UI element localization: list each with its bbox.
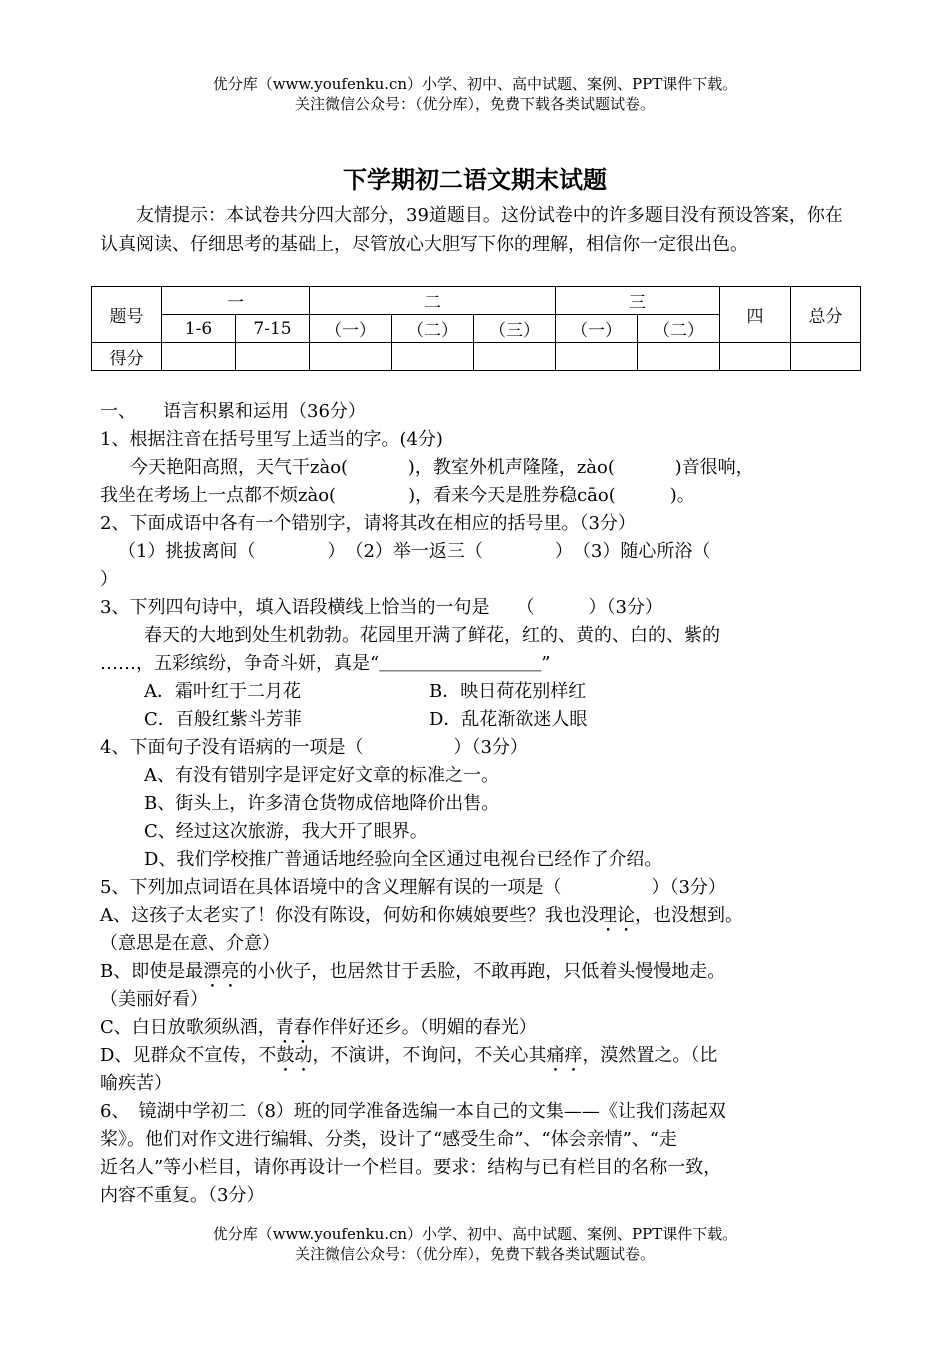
q4-stem: 4、下面句子没有语病的一项是（ ）（3分） [100, 737, 528, 758]
q5-d-text-mid: ，不演讲，不询问，不关心其 [312, 1045, 547, 1066]
sub-1-6: 1-6 [162, 315, 236, 343]
q5-a-text: A、这孩子太老实了！你没有陈设，何妨和你姨娘要些？我也没 [100, 905, 599, 926]
q5-c-text: C、白日放歌须纵酒， [100, 1017, 276, 1038]
page-header [0, 74, 950, 114]
q5-d-text-end: ，漠然置之。（比 [582, 1045, 718, 1066]
q3-line-1: 春天的大地到处生机勃勃。花园里开满了鲜花，红的、黄的、白的、紫的 [144, 625, 720, 646]
q6-line-3: 近名人”等小栏目，请你再设计一个栏目。要求：结构与已有栏目的名称一致， [100, 1157, 722, 1178]
q3-option-c: C．百般红紫斗芳菲 [144, 709, 302, 730]
exam-title: 下学期初二语文期末试题 [343, 166, 607, 194]
q5-stem: 5、下列加点词语在具体语境中的含义理解有误的一项是（ ）（3分） [100, 877, 726, 898]
q5-option-c [100, 1014, 865, 1042]
row-label-score: 得分 [92, 343, 162, 371]
q6-line-4: 内容不重复。（3分） [100, 1185, 265, 1206]
q4-option-d: D、我们学校推广普通话地经验向全区通过电视台已经作了介绍。 [144, 849, 663, 870]
score-cell[interactable] [720, 343, 791, 371]
q5-option-a [100, 902, 865, 930]
q4-option-b: B、街头上，许多清仓货物成倍地降价出售。 [144, 793, 500, 814]
sub-7-15: 7-15 [236, 315, 310, 343]
score-cell[interactable] [392, 343, 474, 371]
sub-2-2: （二） [392, 315, 474, 343]
q5-a-text-end: ，也没想到。 [635, 905, 743, 926]
header-line-1: 优分库（www.youfenku.cn）小学、初中、高中试题、案例、PPT课件下载。 [212, 75, 738, 93]
score-cell[interactable] [474, 343, 556, 371]
sub-2-3: （三） [474, 315, 556, 343]
q5-d-dotted-word-2: 痛痒 [546, 1045, 583, 1066]
q4-option-a: A、有没有错别字是评定好文章的标准之一。 [144, 765, 499, 786]
q2-line-1: （1）挑拔离间（ ） （2）举一返三（ ） （3）随心所浴（ [118, 541, 711, 562]
q5-b-text-end: 的小伙子，也居然甘于丢脸，不敢再跑，只低着头慢慢地走。 [239, 961, 726, 982]
section-1 [100, 398, 865, 1210]
q5-option-b [100, 958, 865, 986]
q2-stem: 2、下面成语中各有一个错别字，请将其改在相应的括号里。（3分） [100, 513, 636, 534]
score-cell[interactable] [236, 343, 310, 371]
q1-line-1: 今天艳阳高照，天气干zào( )，教室外机声隆隆，zào( )音很响， [130, 457, 754, 478]
total-header: 总分 [791, 287, 861, 343]
score-table [91, 286, 861, 371]
q5-option-d [100, 1042, 865, 1070]
section-2-header: 二 [310, 287, 556, 315]
q5-d-note: 喻疾苦） [100, 1073, 172, 1094]
q5-b-text: B、即使是最 [100, 961, 204, 982]
q3-option-a: A．霜叶红于二月花 [144, 681, 301, 702]
friendly-tip: 友情提示：本试卷共分四大部分，39道题目。这份试卷中的许多题目没有预设答案，你在认真阅读、仔细思考的基础上，尽管放心大胆写下你的理解，相信你一定很出色。 [100, 205, 843, 255]
q5-a-dotted-word: 理论 [599, 905, 635, 926]
sub-3-2: （二） [638, 315, 720, 343]
q6-line-2: 桨》。他们对作文进行编辑、分类，设计了“感受生命”、“体会亲情”、“走 [100, 1129, 678, 1150]
q5-d-text: D、见群众不宣传，不 [100, 1045, 277, 1066]
q3-option-b: B．映日荷花别样红 [429, 681, 587, 702]
q3-stem: 3、下列四句诗中，填入语段横线上恰当的一句是 （ ）（3分） [100, 597, 663, 618]
footer-line-2: 关注微信公众号：（优分库），免费下载各类试题试卷。 [294, 1245, 655, 1263]
q3-option-d: D．乱花渐欲迷人眼 [429, 709, 588, 730]
section-1-heading: 一、 语言积累和运用（36分） [100, 401, 366, 422]
section-4-header: 四 [720, 287, 791, 343]
q5-b-note: （美丽好看） [100, 989, 208, 1010]
footer-line-1: 优分库（www.youfenku.cn）小学、初中、高中试题、案例、PPT课件下载。 [212, 1225, 738, 1243]
score-cell[interactable] [638, 343, 720, 371]
score-cell[interactable] [556, 343, 638, 371]
score-cell[interactable] [791, 343, 861, 371]
sub-3-1: （一） [556, 315, 638, 343]
score-cell[interactable] [310, 343, 392, 371]
q4-option-c: C、经过这次旅游，我大开了眼界。 [144, 821, 428, 842]
header-line-2: 关注微信公众号：（优分库），免费下载各类试题试卷。 [294, 95, 655, 113]
q1-line-2: 我坐在考场上一点都不烦zào( )，看来今天是胜券稳cāo( )。 [100, 485, 695, 506]
q3-line-2: ……，五彩缤纷，争奇斗妍，真是“＿＿＿＿＿＿＿＿＿” [100, 653, 551, 674]
sub-2-1: （一） [310, 315, 392, 343]
q6-line-1: 6、 镜湖中学初二（8）班的同学准备选编一本自己的文集——《让我们荡起双 [100, 1101, 726, 1122]
q5-d-dotted-word-1: 鼓动 [276, 1045, 313, 1066]
q5-c-text-end: 作伴好还乡。（明媚的春光） [311, 1017, 537, 1038]
q5-b-dotted-word: 漂亮 [203, 961, 240, 982]
row-label-question-no: 题号 [92, 287, 162, 343]
section-3-header: 三 [556, 287, 720, 315]
q5-a-note: （意思是在意、介意） [100, 933, 280, 954]
q1-stem: 1、根据注音在括号里写上适当的字。(4分) [100, 429, 443, 450]
page-footer [0, 1224, 950, 1264]
q5-c-dotted-word: 青春 [275, 1017, 312, 1038]
q2-line-2: ） [100, 569, 118, 590]
score-cell[interactable] [162, 343, 236, 371]
section-1-header: 一 [162, 287, 310, 315]
